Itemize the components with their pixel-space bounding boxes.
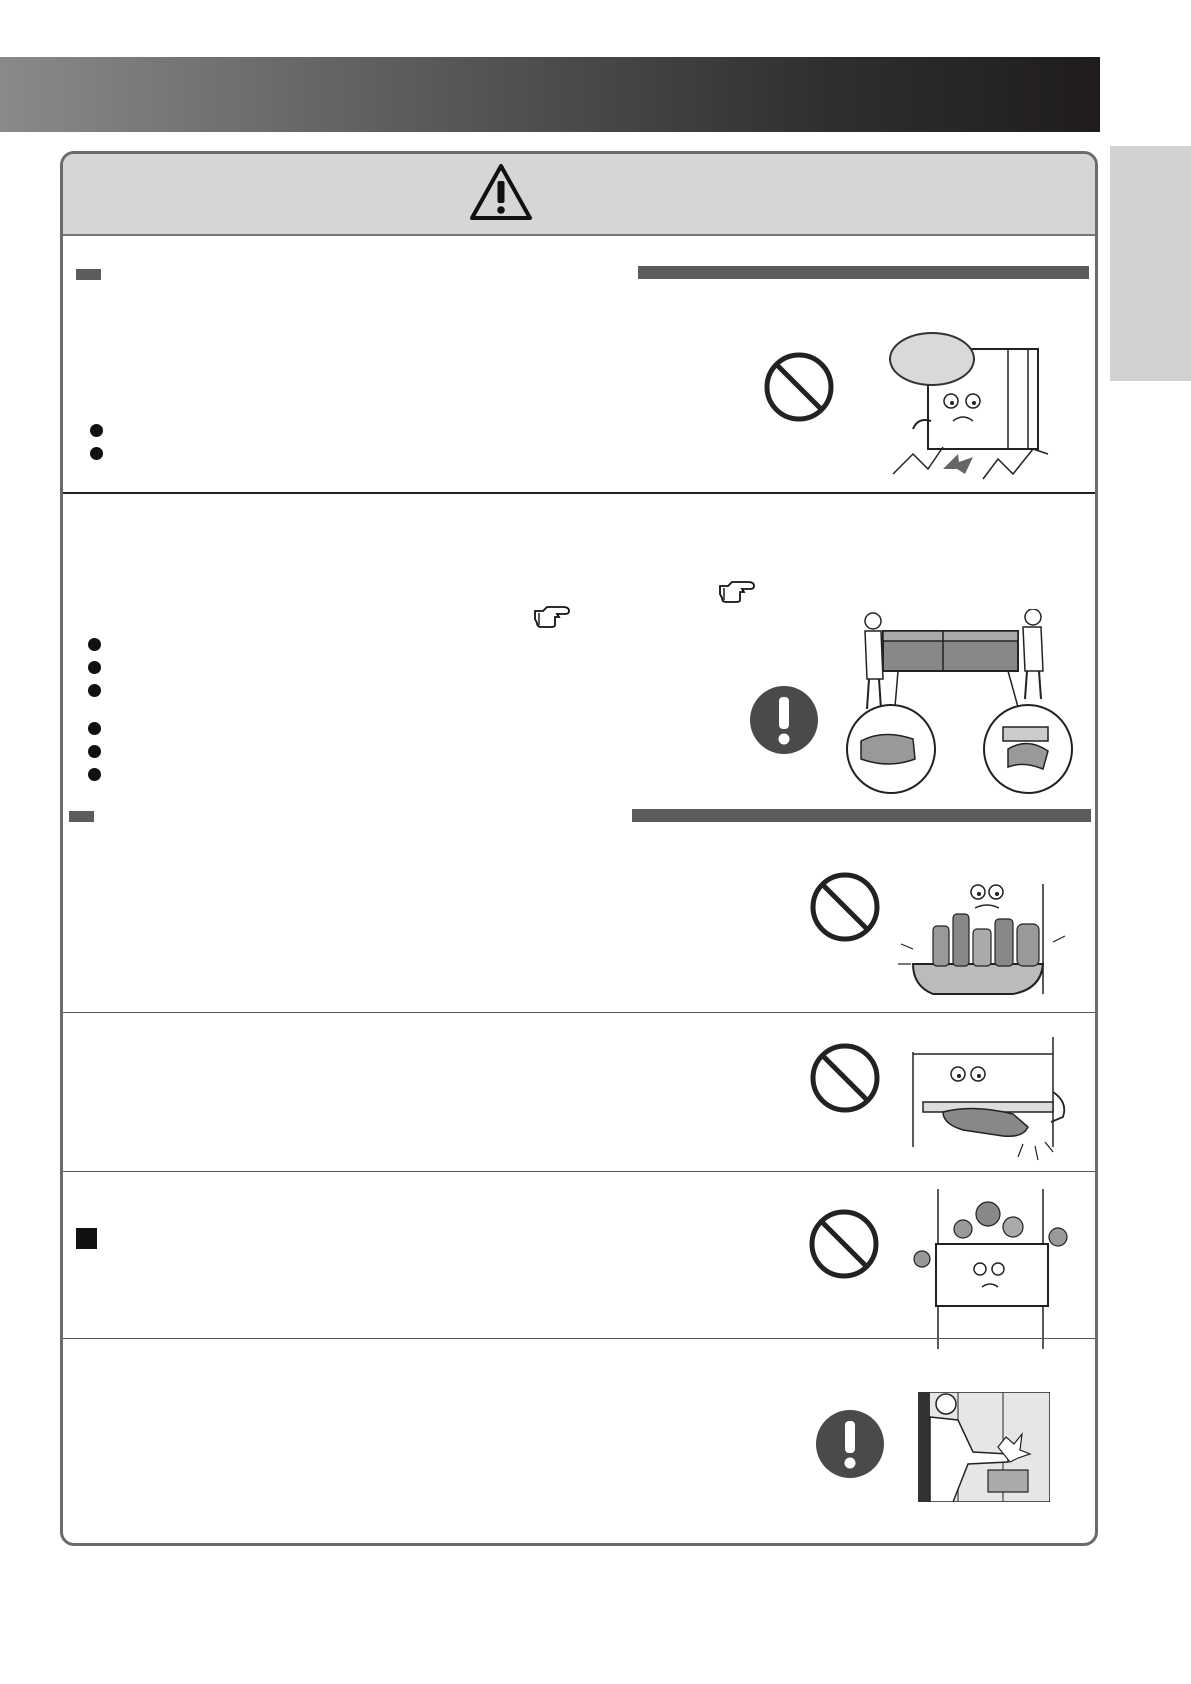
- warning-triangle-icon: [469, 163, 533, 221]
- two-people-carrying-fridge-illustration: [843, 609, 1088, 799]
- bullet: [90, 424, 103, 437]
- pointing-hand-icon: [718, 580, 756, 604]
- chapter-side-tab: [1110, 146, 1191, 381]
- section-marker-usage: [69, 811, 94, 822]
- objects-on-top-of-fridge-illustration: [908, 1189, 1073, 1349]
- section-marker-installation: [76, 269, 101, 280]
- bullet: [88, 768, 101, 781]
- prohibition-icon: [808, 1208, 880, 1280]
- overloaded-door-pocket-illustration: [893, 854, 1068, 1004]
- panel-header: [63, 154, 1095, 236]
- speech-bubble: [889, 332, 975, 386]
- section-rule-installation: [638, 266, 1089, 279]
- bullet: [88, 638, 101, 651]
- mandatory-icon: [749, 685, 819, 755]
- prohibition-icon: [809, 1042, 881, 1114]
- bullet: [88, 745, 101, 758]
- prohibition-icon: [809, 871, 881, 943]
- bullet: [90, 447, 103, 460]
- prohibition-icon: [763, 351, 835, 423]
- bullet: [88, 684, 101, 697]
- pointing-hand-icon: [533, 605, 571, 629]
- section-rule-usage: [632, 809, 1091, 822]
- bullet: [88, 661, 101, 674]
- item-divider: [63, 1171, 1098, 1172]
- bottle-under-shelf-illustration: [903, 1032, 1073, 1172]
- header-bar: [0, 57, 1100, 132]
- item-divider: [63, 492, 1098, 494]
- item-divider: [63, 1338, 1098, 1339]
- square-marker: [76, 1228, 97, 1249]
- handling-broken-glass-illustration: [918, 1392, 1050, 1502]
- item-divider: [63, 1012, 1098, 1013]
- warning-panel: [60, 151, 1098, 1546]
- bullet: [88, 722, 101, 735]
- mandatory-icon: [815, 1409, 885, 1479]
